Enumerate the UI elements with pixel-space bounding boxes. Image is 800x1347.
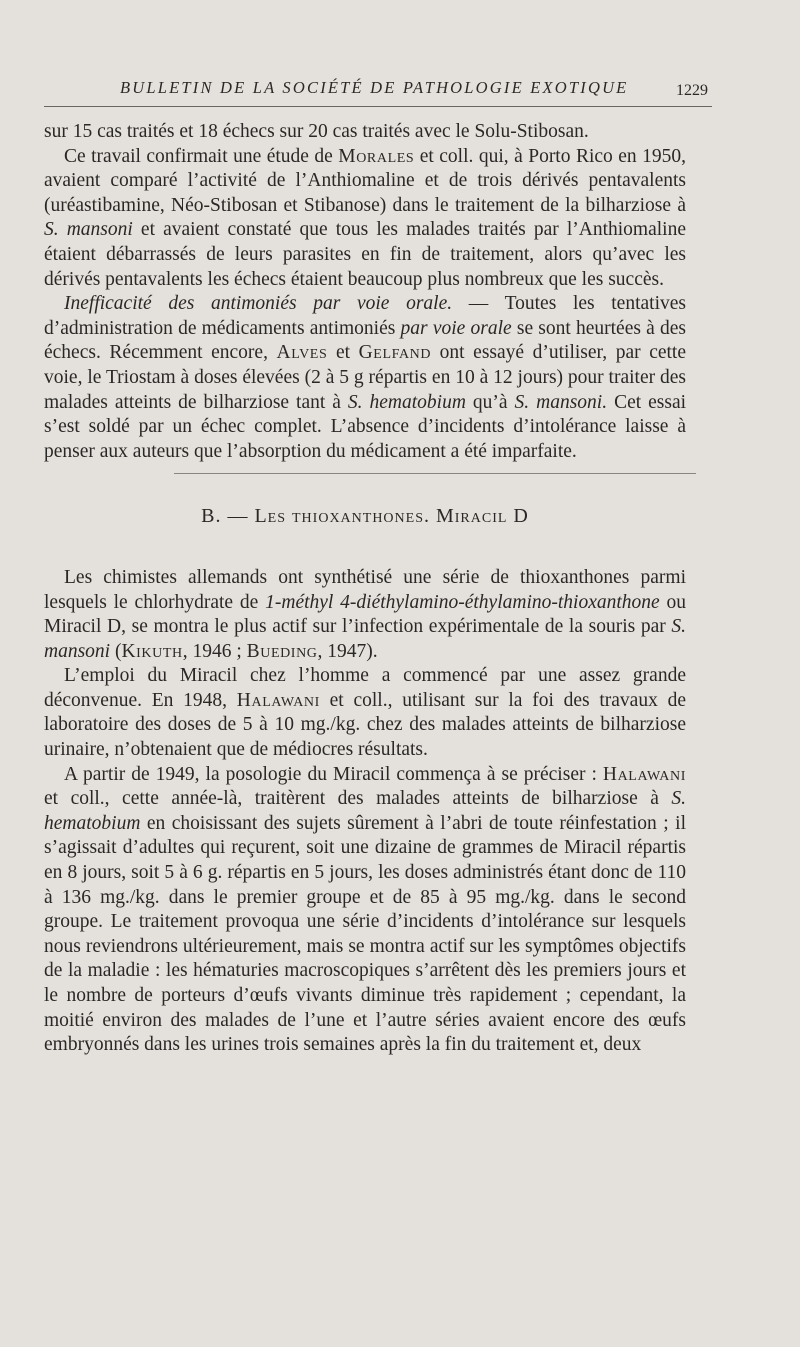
- species-name: S. mansoni: [44, 616, 686, 662]
- body-text: [44, 120, 686, 1058]
- species-name: S. hematobium: [44, 788, 686, 834]
- species-name: S. mansoni.: [514, 391, 608, 413]
- author-name: Halawani: [236, 689, 320, 711]
- compound-name: 1-méthyl 4-diéthylamino-éthylamino-thioxanthone: [265, 591, 660, 613]
- author-name: Halawani: [602, 763, 686, 785]
- header-rule: [44, 106, 712, 107]
- paragraph-posology: A partir de 1949, la posologie du Miracil commença à se préciser : Halawani et coll., cette année-là, traitèrent des malades atteints de bilharziose à S. hematobium en choisissant des sujets sûrement à l’abri de toute réinfestation ; il s’agissait d’adultes qui reçurent, soit une dizaine de grammes de Miracil répartis en 8 jours, soit 5 à 6 g. répartis en 5 jours, les doses administrés étant donc de 110 à 136 mg./kg. dans le premier groupe et de 85 à 95 mg./kg. dans le second groupe. Le traitement provoqua une série d’incidents d’intolérance sur lesquels nous reviendrons ultérieurement, mais se montra actif sur les symptômes objectifs de la maladie : les hématuries macroscopiques s’arrêtent dès les premiers jours et le nombre de porteurs d’œufs vivants diminue très rapidement ; cependant, la moitié environ des malades de l’une et l’autre séries avaient encore des œufs embryonnés dans les urines trois semaines après la fin du traitement et, deux: [44, 763, 686, 1056]
- species-name: S. mansoni: [44, 219, 133, 241]
- author-name: Morales: [338, 145, 415, 167]
- author-name: Gelfand: [358, 342, 432, 364]
- section-heading: B. — Les thioxanthones. Miracil D: [201, 505, 529, 528]
- page-number: 1229: [676, 82, 708, 99]
- author-name: Alves: [276, 342, 328, 364]
- paragraph-end-rule: [174, 464, 696, 474]
- author-name: Bueding: [246, 640, 318, 662]
- paragraph-thioxanthones: Les chimistes allemands ont synthétisé une série de thioxanthones parmi lesquels le chlorhydrate de 1-méthyl 4-diéthylamino-éthylamino-thioxanthone ou Miracil D, se montra le plus actif sur l’infection expérimentale de la souris par S. mansoni (Kikuth, 1946 ; Bueding, 1947).: [44, 566, 686, 662]
- running-header: [44, 78, 712, 104]
- author-name: Kikuth: [121, 640, 183, 662]
- paragraph-morales-study: Ce travail confirmait une étude de Morales et coll. qui, à Porto Rico en 1950, avaient comparé l’activité de l’Anthiomaline et de trois dérivés pentavalents (uréastibamine, Néo-Stibosan et Stibanose) dans le traitement de la bilharziose à S. mansoni et avaient constaté que tous les malades traités par l’Anthiomaline étaient débarrassés de leurs parasites en fin de traitement, alors qu’avec les dérivés pentavalents les échecs étaient beaucoup plus nombreux que les succès.: [44, 145, 686, 290]
- paragraph-first-use: L’emploi du Miracil chez l’homme a commencé par une assez grande déconvenue. En 1948, Halawani et coll., utilisant sur la foi des travaux de laboratoire des doses de 5 à 10 mg./kg. chez des malades atteints de bilharziose urinaire, n’obtenaient que de médiocres résultats.: [44, 665, 686, 761]
- paragraph-oral-route: Inefficacité des antimoniés par voie orale. — Toutes les tentatives d’administration de médicaments antimoniés par voie orale se sont heurtées à des échecs. Récemment encore, Alves et Gelfand ont essayé d’utiliser, par cette voie, le Triostam à doses élevées (2 à 5 g répartis en 10 à 12 jours) pour traiter des malades atteints de bilharziose tant à S. hematobium qu’à S. mansoni. Cet essai s’est soldé par un échec complet. L’absence d’incidents d’intolérance laisse à penser aux auteurs que l’absorption du médicament a été imparfaite.: [44, 293, 687, 462]
- species-name: S. hematobium: [347, 391, 466, 413]
- running-title: BULLETIN DE LA SOCIÉTÉ DE PATHOLOGIE EXOTIQUE: [120, 78, 629, 97]
- run-in-heading: Inefficacité des antimoniés par voie orale.: [64, 293, 453, 315]
- paragraph-continuation: sur 15 cas traités et 18 échecs sur 20 cas traités avec le Solu-Stibosan.: [44, 121, 589, 142]
